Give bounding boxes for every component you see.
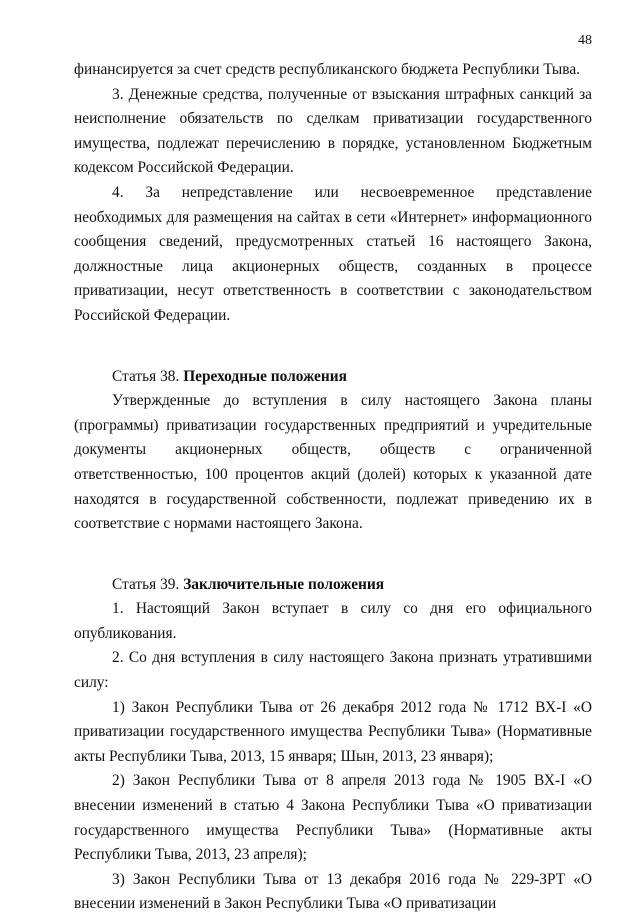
article-38-label: Статья 38. bbox=[112, 367, 180, 385]
article-39-item-2: 2) Закон Республики Тыва от 8 апреля 2013 года № 1905 ВХ-I «О внесении изменений в статью 4 Закона Республики Тыва «О приватизации государственного имущества Республики Тыва» (Нормативные акты Республики Тыва, 2013, 23 апреля); bbox=[74, 772, 592, 864]
article-38-heading bbox=[74, 365, 592, 390]
article-39-label: Статья 39. bbox=[112, 575, 180, 593]
article-39-paragraph-2: 2. Со дня вступления в силу настоящего Закона признать утратившими силу: bbox=[74, 649, 592, 692]
article-39-heading bbox=[74, 573, 592, 598]
article-38-text: Утвержденные до вступления в силу настоящего Закона планы (программы) приватизации государственных предприятий и учредительные документы акционерных обществ, обществ с ограниченной ответственностью, 100 процентов акций (долей) которых к указанной дате находятся в государственной собственности, подлежат приведению их в соответствие с нормами настоящего Закона. bbox=[74, 392, 592, 533]
article-37-paragraph-3: 3. Денежные средства, полученные от взыскания штрафных санкций за неисполнение обязательств по сделкам приватизации государственного имущества, подлежат перечислению в порядке, установленном Бюджетным кодексом Российской Федерации. bbox=[74, 85, 592, 177]
page-number: 48 bbox=[578, 33, 592, 48]
article-37-paragraph-4: 4. За непредставление или несвоевременное представление необходимых для размещения на сайтах в сети «Интернет» информационного сообщения сведений, предусмотренных статьей 16 настоящего Закона, должностные лица акционерных обществ, созданных в процессе приватизации, несут ответственность в соответствии с законодательством Российской Федерации. bbox=[74, 183, 592, 324]
article-39-title: Заключительные положения bbox=[183, 575, 385, 593]
intro-line: финансируется за счет средств республиканского бюджета Республики Тыва. bbox=[74, 61, 580, 78]
article-38-title: Переходные положения bbox=[183, 367, 347, 385]
article-39-item-3: 3) Закон Республики Тыва от 13 декабря 2016 года № 229-ЗРТ «О внесении изменений в Закон Республики Тыва «О приватизации bbox=[74, 870, 592, 913]
document-body bbox=[74, 58, 592, 917]
article-39-paragraph-1: 1. Настоящий Закон вступает в силу со дня его официального опубликования. bbox=[74, 600, 592, 642]
article-39-item-1: 1) Закон Республики Тыва от 26 декабря 2012 года № 1712 ВХ-I «О приватизации государственного имущества Республики Тыва» (Нормативные акты Республики Тыва, 2013, 15 января; Шын, 2013, 23 января); bbox=[74, 698, 592, 765]
